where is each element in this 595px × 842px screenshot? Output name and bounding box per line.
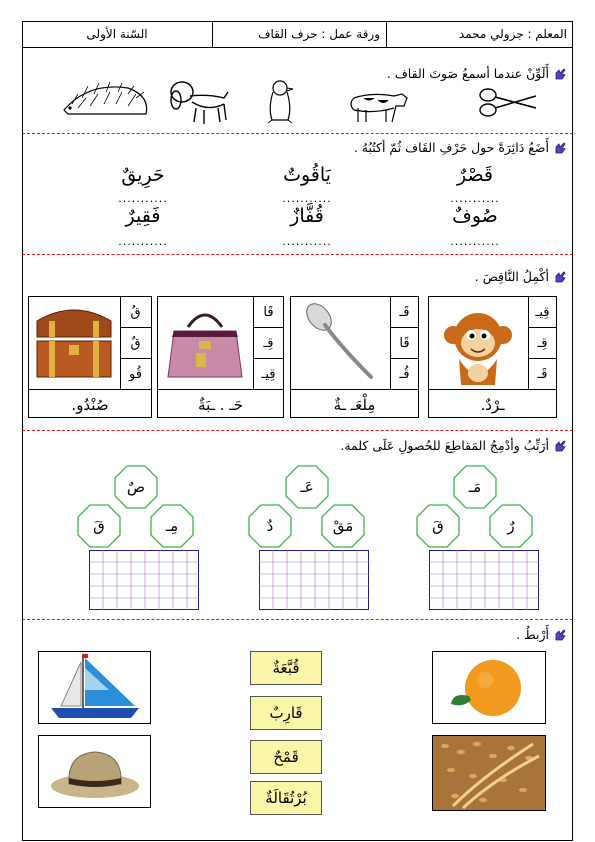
syllable-chip[interactable]: مِـ bbox=[165, 517, 179, 535]
incomplete-word: صُنْدُو. bbox=[29, 389, 151, 419]
completion-card bbox=[428, 296, 557, 418]
incomplete-word: ـرْدٌ. bbox=[429, 389, 556, 419]
picture-cell bbox=[429, 297, 529, 390]
handwriting-grid[interactable] bbox=[259, 550, 369, 610]
word-item: قُفَّازٌ bbox=[290, 205, 324, 227]
options-column bbox=[120, 297, 151, 390]
completion-card bbox=[157, 296, 284, 418]
treasure-chest-image bbox=[29, 297, 119, 388]
syllable-chip[interactable]: قَ bbox=[93, 517, 105, 535]
word-item: قَصْرٌ bbox=[456, 164, 494, 186]
syllable-option[interactable]: قٌ bbox=[120, 328, 151, 359]
match-word[interactable]: قَمْحٌ bbox=[250, 740, 322, 774]
syllable-option[interactable]: قُـ bbox=[399, 367, 410, 382]
wheat-picture[interactable] bbox=[432, 735, 546, 811]
match-word[interactable]: قَارِبٌ bbox=[250, 696, 322, 730]
syllable-option[interactable]: قِيـ bbox=[528, 297, 557, 328]
hand-pointer-icon bbox=[553, 628, 567, 642]
penguin-image bbox=[262, 78, 298, 124]
syllable-chip[interactable]: مَقْ bbox=[332, 517, 354, 535]
word-item: يَاقُوتٌ bbox=[283, 164, 331, 186]
class-level: السّنة الأولى bbox=[86, 27, 148, 41]
syllable-option[interactable]: قُ bbox=[120, 297, 151, 328]
syllable-option[interactable]: قَا bbox=[390, 328, 419, 359]
dog-image bbox=[168, 78, 234, 126]
handwriting-grid[interactable] bbox=[89, 550, 199, 610]
incomplete-word: مِلْعَـ ـةٌ bbox=[291, 389, 418, 419]
syllable-option[interactable]: قُو bbox=[129, 367, 142, 382]
syllable-chip[interactable]: رٌ bbox=[507, 517, 515, 535]
hat-picture[interactable] bbox=[38, 735, 151, 808]
hand-pointer-icon bbox=[553, 270, 567, 284]
section4-instruction: أرَتِّبُ وأدْمِجُ المَقاطِعَ للحُصولِ عَلَى كلمة. bbox=[340, 438, 567, 453]
section-divider bbox=[22, 254, 573, 255]
hand-pointer-icon bbox=[553, 439, 567, 453]
syllable-chip[interactable]: صٌ bbox=[126, 478, 146, 496]
handbag-image bbox=[158, 297, 252, 388]
match-word[interactable]: قُبَّعَةٌ bbox=[250, 651, 322, 685]
orange-image bbox=[433, 652, 545, 723]
sheet-title: ورقة عمل : حرف القاف bbox=[212, 21, 386, 47]
scissors-image bbox=[478, 86, 538, 118]
writing-blank[interactable]: ........... bbox=[282, 235, 332, 248]
hedgehog-image bbox=[58, 80, 154, 122]
orange-picture[interactable] bbox=[432, 651, 546, 724]
syllable-chip[interactable]: مَـ bbox=[468, 478, 482, 496]
hat-image bbox=[39, 736, 150, 807]
hand-pointer-icon bbox=[553, 67, 567, 81]
options-column bbox=[390, 297, 419, 390]
incomplete-word: حَـ . ـبَةٌ bbox=[158, 389, 283, 419]
options-column bbox=[528, 297, 557, 390]
hand-pointer-icon bbox=[553, 141, 567, 155]
section-divider bbox=[22, 619, 573, 620]
completion-card bbox=[290, 296, 419, 418]
sailboat-picture[interactable] bbox=[38, 651, 151, 724]
syllable-chip[interactable]: دٌ bbox=[266, 517, 274, 535]
section-divider bbox=[22, 133, 573, 134]
teacher-name: المعلم : جزولي محمد bbox=[386, 21, 573, 47]
writing-blank[interactable]: ........... bbox=[118, 192, 168, 205]
spoon-image bbox=[291, 297, 389, 388]
monkey-image bbox=[429, 297, 527, 388]
section3-instruction: أكْمِلُ النَّاقِصَ . bbox=[475, 269, 567, 284]
syllable-option[interactable]: قِـ bbox=[253, 328, 284, 359]
syllable-option[interactable]: قِـ bbox=[528, 328, 557, 359]
word-item: صُوفٌ bbox=[452, 205, 498, 227]
section-divider bbox=[22, 430, 573, 431]
section1-instruction: أَلَوِّنْ عندما أسمعُ صَوتَ القاف . bbox=[387, 66, 567, 81]
section2-instruction: أَضَعُ دَائِرَةً حول حَرْفِ القَاف ثُمّ أكتُبُهُ . bbox=[354, 140, 567, 155]
handwriting-grid[interactable] bbox=[429, 550, 539, 610]
writing-blank[interactable]: ........... bbox=[282, 192, 332, 205]
syllable-chip[interactable]: عَـ bbox=[300, 478, 314, 496]
wheat-image bbox=[433, 736, 545, 810]
writing-blank[interactable]: ........... bbox=[118, 235, 168, 248]
picture-cell bbox=[158, 297, 254, 390]
syllable-option[interactable]: قِيـ bbox=[261, 367, 276, 382]
picture-cell bbox=[29, 297, 121, 390]
header-bar bbox=[22, 21, 573, 48]
word-item: فَقِيرٌ bbox=[125, 205, 161, 227]
options-column bbox=[253, 297, 284, 390]
syllable-option[interactable]: قَـ bbox=[537, 367, 548, 382]
syllable-chip[interactable]: قَ bbox=[432, 517, 444, 535]
match-word[interactable]: بُرْتُقَالَةٌ bbox=[250, 781, 322, 815]
writing-blank[interactable]: ........... bbox=[450, 192, 500, 205]
sailboat-image bbox=[39, 652, 150, 723]
cow-image bbox=[344, 86, 412, 124]
section5-instruction: أَرْبطُ . bbox=[516, 627, 567, 642]
picture-cell bbox=[291, 297, 391, 390]
writing-blank[interactable]: ........... bbox=[450, 235, 500, 248]
word-item: حَرِيقٌ bbox=[121, 164, 165, 186]
completion-card bbox=[28, 296, 152, 418]
syllable-option[interactable]: قَـ bbox=[390, 297, 419, 328]
syllable-option[interactable]: قَا bbox=[253, 297, 284, 328]
